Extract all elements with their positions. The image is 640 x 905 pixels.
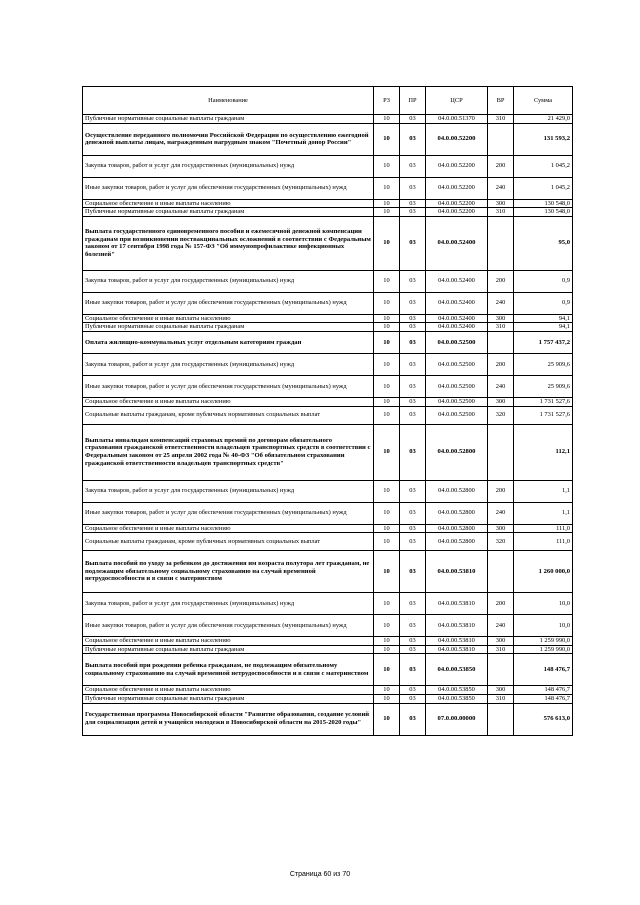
cell-name: Выплата пособий при рождении ребенка гражданам, не подлежащим обязательному социальному страхованию на случай временной нетрудоспособности и в связи с материнством [83, 654, 374, 686]
cell-vr: 240 [488, 292, 514, 314]
cell-name: Иные закупки товаров, работ и услуг для обеспечения государственных (муниципальных) нужд [83, 292, 374, 314]
cell-pr: 03 [400, 270, 426, 292]
cell-vr: 200 [488, 270, 514, 292]
cell-pr: 03 [400, 208, 426, 217]
cell-sum: 111,0 [514, 524, 573, 533]
cell-sum: 1 045,2 [514, 177, 573, 199]
table-row [83, 314, 573, 323]
cell-pr: 03 [400, 216, 426, 270]
cell-sum: 131 593,2 [514, 123, 573, 155]
cell-csr: 04.0.00.52800 [426, 480, 488, 502]
budget-table-container [82, 86, 572, 736]
cell-rz: 10 [374, 551, 400, 593]
cell-csr: 04.0.00.53850 [426, 694, 488, 703]
table-row [83, 502, 573, 524]
cell-name: Государственная программа Новосибирской области "Развитие образования, создание условий для социализации детей и учащейся молодежи в Новосибирской области на 2015-2020 годы" [83, 703, 374, 735]
cell-csr: 04.0.00.53850 [426, 686, 488, 695]
cell-rz: 10 [374, 353, 400, 375]
cell-rz: 10 [374, 270, 400, 292]
table-row [83, 323, 573, 332]
cell-rz: 10 [374, 314, 400, 323]
cell-vr [488, 216, 514, 270]
cell-name: Социальное обеспечение и иные выплаты населению [83, 637, 374, 646]
cell-pr: 03 [400, 645, 426, 654]
cell-name: Социальное обеспечение и иные выплаты населению [83, 199, 374, 208]
cell-sum: 111,0 [514, 533, 573, 551]
cell-sum: 1 731 527,6 [514, 406, 573, 424]
cell-pr: 03 [400, 480, 426, 502]
cell-vr: 200 [488, 353, 514, 375]
cell-pr: 03 [400, 115, 426, 124]
cell-csr: 04.0.00.52800 [426, 502, 488, 524]
cell-csr: 04.0.00.52800 [426, 424, 488, 480]
table-row [83, 208, 573, 217]
table-row [83, 703, 573, 735]
table-row [83, 637, 573, 646]
table-row [83, 615, 573, 637]
cell-name: Публичные нормативные социальные выплаты гражданам [83, 694, 374, 703]
cell-csr: 04.0.00.52500 [426, 353, 488, 375]
cell-vr: 240 [488, 375, 514, 397]
cell-csr: 07.0.00.00000 [426, 703, 488, 735]
cell-sum: 0,9 [514, 292, 573, 314]
cell-rz: 10 [374, 533, 400, 551]
cell-pr: 03 [400, 524, 426, 533]
cell-csr: 04.0.00.53810 [426, 637, 488, 646]
cell-name: Социальное обеспечение и иные выплаты населению [83, 524, 374, 533]
cell-vr [488, 331, 514, 353]
table-row [83, 533, 573, 551]
cell-rz: 10 [374, 694, 400, 703]
cell-name: Осуществление переданного полномочия Российской Федерации по осуществлению ежегодной денежной выплаты лицам, награжденным нагрудным знаком "Почетный донор России" [83, 123, 374, 155]
cell-csr: 04.0.00.53810 [426, 551, 488, 593]
cell-csr: 04.0.00.52400 [426, 314, 488, 323]
cell-rz: 10 [374, 645, 400, 654]
cell-pr: 03 [400, 323, 426, 332]
table-row [83, 654, 573, 686]
cell-name: Закупка товаров, работ и услуг для государственных (муниципальных) нужд [83, 353, 374, 375]
cell-pr: 03 [400, 123, 426, 155]
table-row [83, 406, 573, 424]
cell-name: Публичные нормативные социальные выплаты гражданам [83, 645, 374, 654]
cell-vr: 240 [488, 615, 514, 637]
cell-vr: 310 [488, 208, 514, 217]
cell-name: Закупка товаров, работ и услуг для государственных (муниципальных) нужд [83, 593, 374, 615]
cell-rz: 10 [374, 480, 400, 502]
table-row [83, 551, 573, 593]
cell-pr: 03 [400, 314, 426, 323]
cell-pr: 03 [400, 155, 426, 177]
cell-sum: 25 909,6 [514, 353, 573, 375]
cell-vr: 200 [488, 480, 514, 502]
cell-rz: 10 [374, 199, 400, 208]
cell-sum: 148 476,7 [514, 686, 573, 695]
cell-name: Выплата пособий по уходу за ребенком до достижения им возраста полутора лет гражданам, не подлежащим обязательному социальному страхованию на случай временной нетрудоспособности и в связи с материнством [83, 551, 374, 593]
table-row [83, 593, 573, 615]
cell-vr: 310 [488, 645, 514, 654]
cell-csr: 04.0.00.52200 [426, 177, 488, 199]
cell-sum: 0,9 [514, 270, 573, 292]
table-row [83, 199, 573, 208]
cell-rz: 10 [374, 406, 400, 424]
cell-sum: 130 548,0 [514, 208, 573, 217]
cell-pr: 03 [400, 654, 426, 686]
header-vr: ВР [488, 87, 514, 115]
cell-pr: 03 [400, 551, 426, 593]
cell-name: Социальные выплаты гражданам, кроме публичных нормативных социальных выплат [83, 533, 374, 551]
cell-rz: 10 [374, 216, 400, 270]
cell-vr: 300 [488, 524, 514, 533]
cell-rz: 10 [374, 115, 400, 124]
cell-pr: 03 [400, 331, 426, 353]
cell-vr: 310 [488, 694, 514, 703]
cell-sum: 1 757 437,2 [514, 331, 573, 353]
cell-pr: 03 [400, 694, 426, 703]
cell-vr: 300 [488, 314, 514, 323]
cell-rz: 10 [374, 323, 400, 332]
cell-pr: 03 [400, 199, 426, 208]
cell-csr: 04.0.00.52500 [426, 406, 488, 424]
table-row [83, 480, 573, 502]
cell-csr: 04.0.00.52200 [426, 208, 488, 217]
cell-name: Социальное обеспечение и иные выплаты населению [83, 686, 374, 695]
table-row [83, 155, 573, 177]
cell-vr: 320 [488, 533, 514, 551]
cell-csr: 04.0.00.52200 [426, 199, 488, 208]
cell-csr: 04.0.00.52400 [426, 270, 488, 292]
cell-sum: 10,0 [514, 593, 573, 615]
cell-sum: 1 260 000,0 [514, 551, 573, 593]
cell-sum: 1,1 [514, 502, 573, 524]
table-row [83, 375, 573, 397]
cell-sum: 1 259 990,0 [514, 637, 573, 646]
cell-pr: 03 [400, 533, 426, 551]
cell-sum: 10,0 [514, 615, 573, 637]
cell-vr [488, 551, 514, 593]
table-row [83, 115, 573, 124]
cell-rz: 10 [374, 615, 400, 637]
cell-pr: 03 [400, 353, 426, 375]
cell-name: Иные закупки товаров, работ и услуг для обеспечения государственных (муниципальных) нужд [83, 177, 374, 199]
table-row [83, 353, 573, 375]
cell-pr: 03 [400, 637, 426, 646]
cell-sum: 576 613,0 [514, 703, 573, 735]
cell-vr: 300 [488, 397, 514, 406]
table-row [83, 177, 573, 199]
cell-sum: 148 476,7 [514, 694, 573, 703]
table-row [83, 397, 573, 406]
cell-rz: 10 [374, 524, 400, 533]
cell-sum: 1 731 527,6 [514, 397, 573, 406]
cell-csr: 04.0.00.52400 [426, 292, 488, 314]
cell-vr: 300 [488, 686, 514, 695]
cell-name: Публичные нормативные социальные выплаты гражданам [83, 323, 374, 332]
cell-vr: 240 [488, 177, 514, 199]
cell-sum: 1,1 [514, 480, 573, 502]
header-name: Наименование [83, 87, 374, 115]
cell-vr: 320 [488, 406, 514, 424]
cell-rz: 10 [374, 424, 400, 480]
cell-rz: 10 [374, 208, 400, 217]
cell-vr [488, 424, 514, 480]
cell-name: Иные закупки товаров, работ и услуг для обеспечения государственных (муниципальных) нужд [83, 375, 374, 397]
cell-pr: 03 [400, 424, 426, 480]
cell-rz: 10 [374, 637, 400, 646]
cell-pr: 03 [400, 686, 426, 695]
cell-rz: 10 [374, 155, 400, 177]
cell-pr: 03 [400, 502, 426, 524]
cell-csr: 04.0.00.52400 [426, 216, 488, 270]
cell-vr: 300 [488, 199, 514, 208]
cell-name: Оплата жилищно-коммунальных услуг отдельным категориям граждан [83, 331, 374, 353]
cell-rz: 10 [374, 593, 400, 615]
cell-pr: 03 [400, 292, 426, 314]
budget-table [82, 86, 573, 736]
cell-sum: 21 429,0 [514, 115, 573, 124]
cell-name: Выплата государственного единовременного пособия и ежемесячной денежной компенсации гражданам при возникновении поствакцинальных осложнений в соответствии с Федеральным законом от 17 сентября 1998 года № 157-ФЗ "Об иммунопрофилактике инфекционных болезней" [83, 216, 374, 270]
cell-pr: 03 [400, 615, 426, 637]
cell-rz: 10 [374, 654, 400, 686]
header-pr: ПР [400, 87, 426, 115]
cell-sum: 94,1 [514, 314, 573, 323]
cell-sum: 25 909,6 [514, 375, 573, 397]
cell-vr: 310 [488, 115, 514, 124]
cell-pr: 03 [400, 397, 426, 406]
table-row [83, 331, 573, 353]
cell-pr: 03 [400, 177, 426, 199]
cell-name: Публичные нормативные социальные выплаты гражданам [83, 115, 374, 124]
cell-sum: 130 548,0 [514, 199, 573, 208]
cell-vr: 200 [488, 155, 514, 177]
cell-name: Закупка товаров, работ и услуг для государственных (муниципальных) нужд [83, 155, 374, 177]
cell-pr: 03 [400, 406, 426, 424]
cell-vr: 240 [488, 502, 514, 524]
cell-vr: 310 [488, 323, 514, 332]
cell-rz: 10 [374, 331, 400, 353]
header-rz: РЗ [374, 87, 400, 115]
cell-vr: 300 [488, 637, 514, 646]
header-csr: ЦСР [426, 87, 488, 115]
cell-csr: 04.0.00.53810 [426, 645, 488, 654]
cell-csr: 04.0.00.52800 [426, 524, 488, 533]
table-header-row [83, 87, 573, 115]
cell-sum: 1 259 990,0 [514, 645, 573, 654]
cell-vr [488, 123, 514, 155]
cell-csr: 04.0.00.51370 [426, 115, 488, 124]
table-body [83, 115, 573, 736]
cell-name: Закупка товаров, работ и услуг для государственных (муниципальных) нужд [83, 480, 374, 502]
cell-csr: 04.0.00.53850 [426, 654, 488, 686]
cell-sum: 148 476,7 [514, 654, 573, 686]
cell-csr: 04.0.00.52200 [426, 155, 488, 177]
cell-csr: 04.0.00.52400 [426, 323, 488, 332]
table-row [83, 216, 573, 270]
table-row [83, 694, 573, 703]
cell-csr: 04.0.00.53810 [426, 615, 488, 637]
table-row [83, 270, 573, 292]
cell-rz: 10 [374, 397, 400, 406]
cell-csr: 04.0.00.52200 [426, 123, 488, 155]
table-row [83, 292, 573, 314]
cell-name: Публичные нормативные социальные выплаты гражданам [83, 208, 374, 217]
cell-vr [488, 703, 514, 735]
cell-rz: 10 [374, 292, 400, 314]
cell-name: Иные закупки товаров, работ и услуг для обеспечения государственных (муниципальных) нужд [83, 615, 374, 637]
cell-name: Выплаты инвалидам компенсаций страховых премий по договорам обязательного страхования гражданской ответственности владельцев транспортных средств в соответствии с Федеральным законом от 25 апреля 2002 года № 40-ФЗ "Об обязательном страховании гражданской ответственности владельцев транспортных средств" [83, 424, 374, 480]
cell-sum: 95,0 [514, 216, 573, 270]
table-row [83, 424, 573, 480]
cell-sum: 1 045,2 [514, 155, 573, 177]
cell-csr: 04.0.00.52500 [426, 331, 488, 353]
cell-name: Социальные выплаты гражданам, кроме публичных нормативных социальных выплат [83, 406, 374, 424]
cell-csr: 04.0.00.52500 [426, 375, 488, 397]
cell-csr: 04.0.00.52500 [426, 397, 488, 406]
cell-name: Закупка товаров, работ и услуг для государственных (муниципальных) нужд [83, 270, 374, 292]
cell-pr: 03 [400, 593, 426, 615]
cell-sum: 112,1 [514, 424, 573, 480]
header-sum: Сумма [514, 87, 573, 115]
cell-rz: 10 [374, 177, 400, 199]
table-row [83, 645, 573, 654]
table-row [83, 686, 573, 695]
cell-name: Социальное обеспечение и иные выплаты населению [83, 314, 374, 323]
cell-rz: 10 [374, 502, 400, 524]
cell-vr: 200 [488, 593, 514, 615]
cell-sum: 94,1 [514, 323, 573, 332]
page-number: Страница 60 из 70 [289, 871, 351, 878]
cell-csr: 04.0.00.52800 [426, 533, 488, 551]
cell-pr: 03 [400, 375, 426, 397]
cell-vr [488, 654, 514, 686]
cell-rz: 10 [374, 686, 400, 695]
cell-name: Социальное обеспечение и иные выплаты населению [83, 397, 374, 406]
cell-rz: 10 [374, 375, 400, 397]
table-row [83, 123, 573, 155]
cell-pr: 03 [400, 703, 426, 735]
cell-rz: 10 [374, 123, 400, 155]
cell-csr: 04.0.00.53810 [426, 593, 488, 615]
cell-rz: 10 [374, 703, 400, 735]
table-row [83, 524, 573, 533]
cell-name: Иные закупки товаров, работ и услуг для обеспечения государственных (муниципальных) нужд [83, 502, 374, 524]
